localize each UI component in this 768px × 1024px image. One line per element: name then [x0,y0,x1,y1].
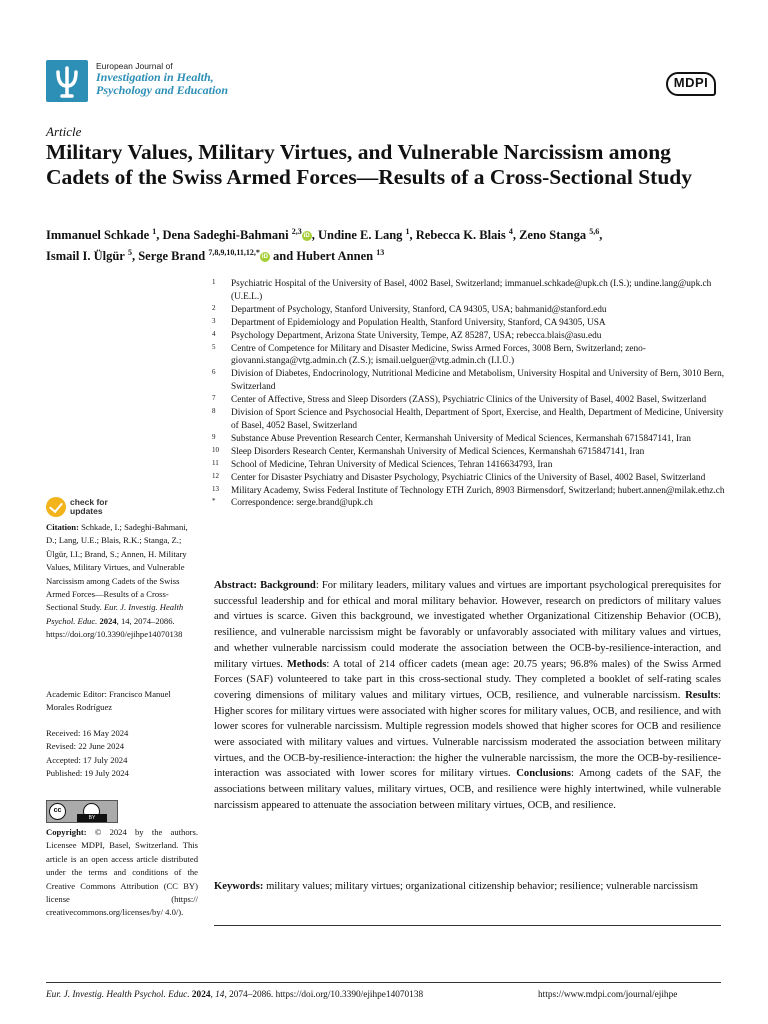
results-label: Results [685,689,719,701]
footer-year: 2024 [191,990,211,1000]
citation-doi[interactable]: , 14, 2074–2086. https://doi.org/10.3390/ejihpe14070138 [46,615,183,640]
affiliation-item [212,368,732,394]
correspondence [212,497,732,510]
background-text: : For military leaders, military values and virtues are important psychological prerequisites for successful leadership and for ethical and moral military behavior. However, research on predictors of military values and virtues is scarce. Given this background, we investigated whether Organizational Citizenship Behavior (OCB), resilience, and vulnerable narcissism might be favorably or unfavorably associated with military values and virtues, and whether vulnerable narcissism could moderate the association between the OCB-by-resilience-interaction, and military virtues. [214,580,721,670]
author-aff: 7,8,9,10,11,12,* [208,248,260,258]
author-name[interactable]: Undine E. Lang [317,228,403,243]
affiliation-text: Centre of Competence for Military and Disaster Medicine, Swiss Armed Forces, 3008 Bern, Switzerland; zeno-giovanni.stanga@vtg.admin.ch (Z.S.); ismail.uelguer@vtg.admin.ch (I.I.Ü.) [231,343,646,367]
footer-journal: Eur. J. Investig. Health Psychol. Educ. [46,990,190,1000]
results-text: : Higher scores for military virtues were associated with higher scores for military values, OCB, and resilience, and with lower scores for vulnerable narcissism. Multiple regression models showed that higher scores for OCB and resilience were associated with military values and virtues. Vulnerable narcissism moderated the association between military virtues, and the OCB-by-resilience-interaction: the higher the vulnerable narcissism, the more the OCB-by-resilience-interaction was associated with lower scores for military virtues. [214,689,721,780]
affiliation-text: Division of Diabetes, Endocrinology, Nutritional Medicine and Metabolism, University Hospital and University of Bern, 3010 Bern, Switzerland [231,369,725,393]
affiliation-item [212,472,732,485]
revised-date: Revised: 22 June 2024 [46,741,125,752]
affiliation-number: 2 [212,303,216,312]
affiliation-text: Department of Epidemiology and Population Health, Stanford University, Stanford, CA 94305, USA [231,317,606,328]
affiliation-text: Sleep Disorders Research Center, Kermanshah University of Medical Sciences, Kermanshah 6715847141, Iran [231,446,645,457]
copyright-notice [46,826,198,920]
keywords-label: Keywords: [214,881,264,892]
academic-editor: Academic Editor: Francisco Manuel Morales Rodríguez [46,689,171,713]
affiliation-item [212,459,732,472]
affiliation-item [212,485,732,498]
affiliation-text: Center of Affective, Stress and Sleep Disorders (ZASS), Psychiatric Clinics of the University of Basel, 4002 Basel, Switzerland [231,395,707,406]
affiliation-number: 13 [212,484,219,493]
author-name[interactable]: Dena Sadeghi-Bahmani [162,228,289,243]
copyright-label: Copyright: [46,827,87,837]
affiliation-item [212,433,732,446]
affiliations [212,278,732,510]
methods-label: Methods [286,658,327,670]
article-title: Military Values, Military Virtues, and Vulnerable Narcissism among Cadets of the Swiss Armed Forces—Results of a Cross-Sectional Study [46,140,692,189]
abstract-label: Abstract: [214,580,257,591]
citation [46,521,198,642]
affiliation-number: 3 [212,316,216,325]
published-date: Published: 19 July 2024 [46,768,129,779]
received-date: Received: 16 May 2024 [46,728,129,738]
journal-logo[interactable] [46,60,88,102]
background-label: Background [260,580,316,591]
publisher-name: MDPI [673,75,709,90]
check-updates-icon [46,497,66,517]
conclusions-text: : Among cadets of the SAF, the associations between military values, military virtues, OCB, and resilience were highly intertwined, while vulnerable narcissism appeared to attenuate the association between military virtues, OCB, and resilience. [214,768,721,811]
orcid-icon[interactable]: iD [303,233,310,240]
author-name[interactable]: Hubert Annen [296,249,374,264]
affiliation-text: Department of Psychology, Stanford University, Stanford, CA 94305, USA; bahmanid@stanford.edu [231,304,607,315]
footer-doi[interactable]: , 2074–2086. https://doi.org/10.3390/ejihpe14070138 [224,990,424,1000]
affiliation-number: 6 [212,368,216,377]
author-name[interactable]: Ismail I. Ülgür [46,249,125,264]
author-name[interactable]: Immanuel Schkade [46,228,150,243]
journal-name-line1: Investigation in Health, [96,70,214,84]
cc-icon: cc [49,803,66,820]
keywords [214,879,721,895]
affiliation-text: Military Academy, Swiss Federal Institute of Technology ETH Zurich, 8903 Birmensdorf, Switzerland; hubert.annen@milak.ethz.ch [231,485,725,496]
affiliation-number: 4 [212,329,216,338]
author-aff: 4 [508,227,513,236]
citation-journal: Eur. J. Investig. Health Psychol. Educ. [46,602,184,626]
affiliation-number: 8 [212,407,216,416]
citation-text: Schkade, I.; Sadeghi-Bahmani, D.; Lang, U.E.; Blais, R.K.; Stanga, Z.; Ülgür, I.I.; Brand, S.; Annen, H. Military Values, Military Virtues, and Vulnerable Narcissism among Cadets of the Swiss Armed Forces—Results of a Cross-Sectional Study. [46,522,188,613]
author-name[interactable]: Serge Brand [138,249,206,264]
affiliation-item [212,278,732,304]
conclusions-label: Conclusions [516,768,572,780]
footer-citation: Eur. J. Investig. Health Psychol. Educ. 2024, 14, 2074–2086. https://doi.org/10.3390/ejihpe14070138 [46,990,424,1000]
accepted-date: Accepted: 17 July 2024 [46,754,128,765]
affiliation-item [212,330,732,343]
affiliation-item [212,446,732,459]
journal-name[interactable] [96,71,228,97]
affiliation-text: Psychiatric Hospital of the University of Basel, 4002 Basel, Switzerland; immanuel.schkade@upk.ch (I.S.); undine.lang@upk.ch (U.E.L.) [231,279,712,302]
footer-divider [46,982,721,983]
affiliation-text: Center for Disaster Psychiatry and Disaster Psychology, Psychiatric Clinics of the University of Basel, 4002 Basel, Switzerland [231,472,706,483]
check-updates-label [70,498,108,516]
methods-text: : A total of 214 officer cadets (mean age: 20.75 years; 96.8% males) of the Swiss Armed Forces (SAF) volunteered to take part in this cross-sectional study. They completed a booklet of self-rating scales covering dimensions of military values and military virtues, OCB, resilience, and vulnerable narcissism. [214,658,721,701]
affiliation-item [212,304,732,317]
journal-prefix: European Journal of [96,61,173,71]
affiliation-number: 12 [212,471,219,480]
author-aff: 5 [127,248,132,258]
cc-license-badge[interactable] [46,800,118,823]
affiliation-text: Division of Sport Science and Psychosocial Health, Department of Sport, Exercise, and Health, Department of Medicine, University of Basel, 4052 Basel, Switzerland [231,408,724,431]
journal-name-line2: Psychology and Education [96,83,229,97]
author-aff: 13 [376,248,385,258]
publisher-logo[interactable] [666,72,720,98]
affiliation-number: 5 [212,342,216,351]
section-divider [214,925,721,926]
citation-label: Citation: [46,522,79,532]
affiliation-number: * [212,497,216,506]
affiliation-text: School of Medicine, Tehran University of Medical Sciences, Tehran 1416634793, Iran [231,459,553,470]
author-aff: 1 [405,227,410,236]
citation-year: 2024 [99,615,117,626]
article-type: Article [46,124,82,139]
affiliation-text: Psychology Department, Arizona State University, Tempe, AZ 85287, USA; rebecca.blais@asu.edu [231,330,602,341]
affiliation-number: 1 [212,278,216,286]
footer-volume: 14 [215,990,225,1000]
author-aff: 2,3 [291,227,302,236]
check-for-updates-button[interactable] [46,497,126,519]
affiliation-item [212,394,732,407]
affiliation-number: 10 [212,445,219,454]
author-list: Immanuel Schkade $^1$, Dena Sadeghi-Bahmani $^{2,3}$iD , Undine E. Lang $^1$, Rebecca K. Blais $^4$, Zeno Stanga $^{5,6}$, Ismail I. Ülgür $^5$, Serge Brand $^{7,8,9,10,11,12,*}$iD and Hubert Annen $^{13}$ [46,227,603,264]
affiliation-number: 11 [212,458,219,467]
footer-journal-url[interactable]: https://www.mdpi.com/journal/ejihpe [538,990,678,1000]
publication-dates [46,727,198,781]
affiliation-text: Correspondence: serge.brand@upk.ch [231,498,373,509]
author-name[interactable]: Rebecca K. Blais [415,228,506,243]
by-label: BY [77,814,107,822]
copyright-text: © 2024 by the authors. Licensee MDPI, Basel, Switzerland. This article is an open access article distributed under the terms and conditions of the Creative Commons Attribution (CC BY) license (https:// creativecommons.org/licenses/by/ 4.0/). [46,827,198,918]
orcid-icon[interactable]: iD [261,254,268,261]
affiliation-number: 7 [212,394,216,403]
affiliation-item [212,317,732,330]
author-aff: 1 [152,227,157,236]
check-updates-line2: updates [70,506,103,516]
affiliation-number: 9 [212,432,216,441]
affiliation-item [212,407,732,433]
author-name[interactable]: Zeno Stanga [519,228,587,243]
keywords-text: military values; military virtues; organizational citizenship behavior; resilience; vulnerable narcissism [263,881,699,892]
psi-icon [46,60,88,102]
abstract [214,578,721,814]
affiliation-text: Substance Abuse Prevention Research Center, Kermanshah University of Medical Sciences, Kermanshah 6715847141, Iran [231,433,691,444]
author-aff: 5,6 [589,227,600,236]
affiliation-item [212,343,732,369]
check-updates-line1: check for [70,497,108,507]
